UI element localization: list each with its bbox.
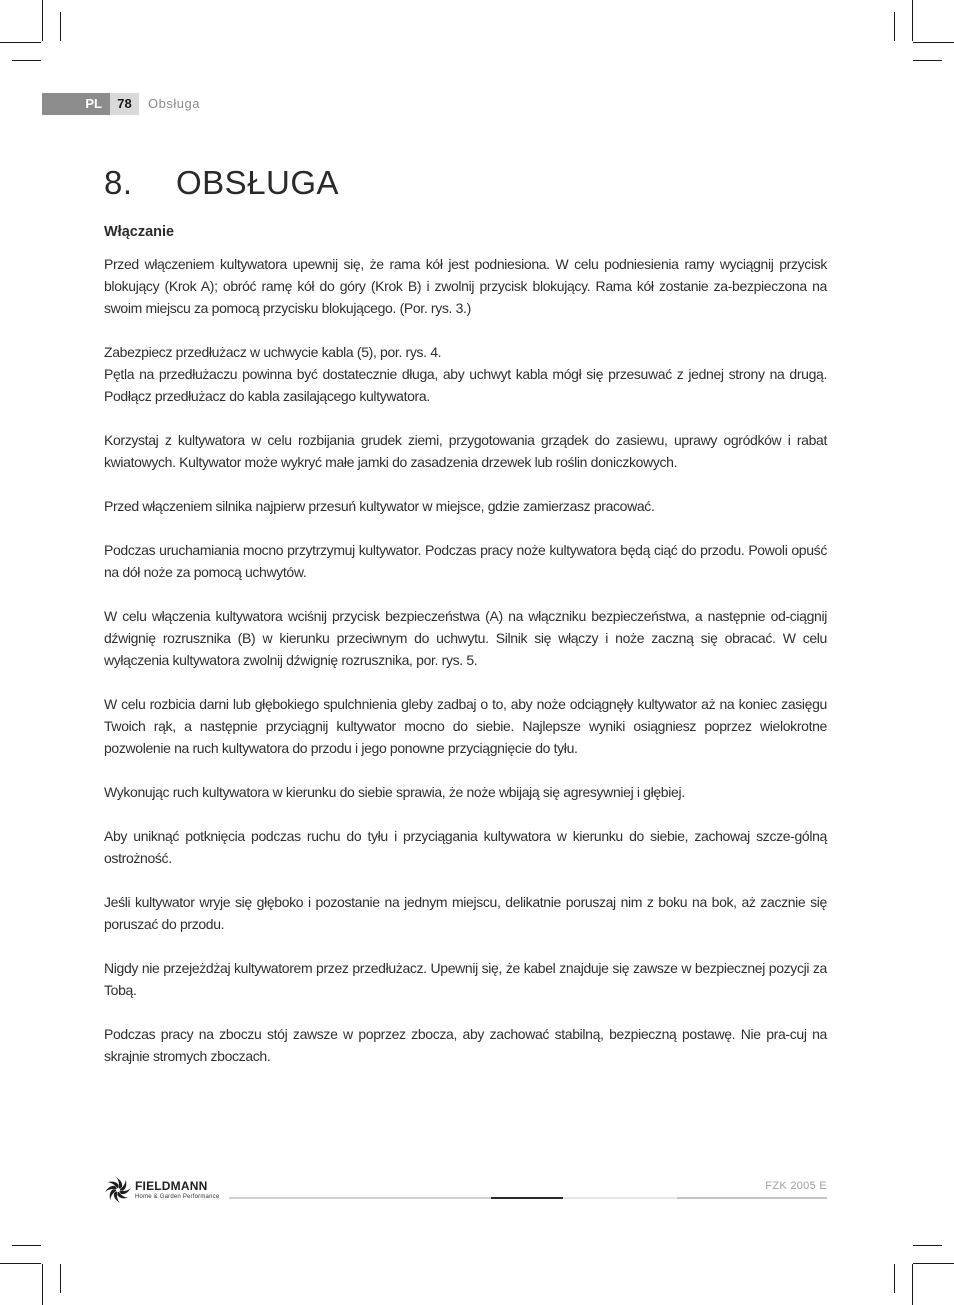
crop-mark [0, 42, 41, 43]
paragraph-text: Przed włączeniem kultywatora upewnij się, że rama kół jest podniesiona. W celu podniesienia ramy wyciągnij przycisk blokujący (Krok A); obróć ramę kół do góry (Krok B) i zwolnij przycisk blokujący. Rama kół zostanie za-bezpieczona na swoim miejscu za pomocą przycisku blokującego. (Por. rys. 3.) [104, 256, 827, 316]
language-tab: PL [42, 93, 110, 115]
paragraph [104, 605, 827, 671]
paragraph-text: Zabezpiecz przedłużacz w uchwycie kabla (5), por. rys. 4. [104, 344, 442, 360]
crop-mark [913, 1263, 954, 1264]
crop-mark [42, 1264, 43, 1305]
crop-mark [12, 60, 41, 61]
page-title [104, 164, 339, 202]
paragraph [104, 825, 827, 869]
paragraph-text: W celu włączenia kultywatora wciśnij przycisk bezpieczeństwa (A) na włączniku bezpieczeństwa, a następnie od-ciągnij dźwignię rozrusznika (B) w kierunku przeciwnym do uchwytu. Silnik się włączy i noże zaczną się obracać. W celu wyłączenia kultywatora zwolnij dźwignię rozrusznika, por. rys. 5. [104, 608, 827, 668]
crop-mark [12, 1245, 41, 1246]
paragraph [104, 341, 827, 407]
chapter-number: 8. [104, 164, 133, 201]
footer-rule [229, 1197, 491, 1199]
paragraph [104, 957, 827, 1001]
crop-mark [60, 1264, 61, 1293]
model-code: FZK 2005 E [765, 1180, 827, 1192]
crop-mark [60, 12, 61, 41]
paragraph-text: Pętla na przedłużaczu powinna być dostatecznie długa, aby uchwyt kabla mógł się przesuwać z jednej strony na drugą. Podłącz przedłużacz do kabla zasilającego kultywatora. [104, 366, 827, 404]
paragraph-text: Podczas uruchamiania mocno przytrzymuj kultywator. Podczas pracy noże kultywatora będą ciąć do przodu. Powoli opuść na dół noże za pomocą uchwytów. [104, 542, 827, 580]
paragraph [104, 891, 827, 935]
brand-name: FIELDMANN [135, 1179, 208, 1193]
footer-rule [677, 1197, 827, 1199]
pinwheel-logo-icon [104, 1176, 132, 1204]
paragraph [104, 253, 827, 319]
crop-mark [42, 0, 43, 41]
crop-mark [913, 42, 954, 43]
paragraph [104, 1023, 827, 1067]
paragraph-text: W celu rozbicia darni lub głębokiego spulchnienia gleby zadbaj o to, aby noże odciągnęły kultywator aż na koniec zasięgu Twoich rąk, a następnie przyciągnij kultywator mocno do siebie. Najlepsze wyniki osiągniesz poprzez wielokrotne pozwolenie na ruch kultywatora do przodu i jego ponowne przyciągnięcie do tyłu. [104, 696, 827, 756]
paragraph-text: Korzystaj z kultywatora w celu rozbijania grudek ziemi, przygotowania grządek do zasiewu, uprawy ogródków i rabat kwiatowych. Kultywator może wykryć małe jamki do zasadzenia drzewek lub roślin doniczkowych. [104, 432, 827, 470]
paragraph-text: Podczas pracy na zboczu stój zawsze w poprzez zbocza, aby zachować stabilną, bezpieczną postawę. Nie pra-cuj na skrajnie stromych zboczach. [104, 1026, 827, 1064]
paragraph [104, 781, 827, 803]
crop-mark [912, 1264, 913, 1305]
section-name: Obsługa [148, 96, 200, 111]
paragraph-text: Nigdy nie przejeżdżaj kultywatorem przez przedłużacz. Upewnij się, że kabel znajduje się zawsze w bezpiecznej pozycji za Tobą. [104, 960, 827, 998]
page-number: 78 [110, 93, 139, 115]
footer-rule [563, 1197, 677, 1199]
paragraph [104, 429, 827, 473]
brand-logo [104, 1176, 229, 1206]
paragraph [104, 495, 827, 517]
paragraph [104, 539, 827, 583]
footer-rule [491, 1197, 563, 1199]
crop-mark [894, 12, 895, 41]
crop-mark [0, 1263, 41, 1264]
paragraph-text: Aby uniknąć potknięcia podczas ruchu do tyłu i przyciągania kultywatora w kierunku do siebie, zachowaj szcze-gólną ostrożność. [104, 828, 827, 866]
paragraph-text: Wykonując ruch kultywatora w kierunku do siebie sprawia, że noże wbijają się agresywniej i głębiej. [104, 784, 685, 800]
crop-mark [913, 1245, 942, 1246]
crop-mark [912, 0, 913, 41]
crop-mark [913, 60, 942, 61]
subheading: Włączanie [104, 224, 175, 240]
body-text [104, 253, 827, 1089]
paragraph-text: Jeśli kultywator wryje się głęboko i pozostanie na jednym miejscu, delikatnie poruszaj nim z boku na bok, aż zacznie się poruszać do przodu. [104, 894, 827, 932]
chapter-title: OBSŁUGA [176, 164, 340, 201]
paragraph [104, 693, 827, 759]
paragraph-text: Przed włączeniem silnika najpierw przesuń kultywator w miejsce, gdzie zamierzasz pracować. [104, 498, 655, 514]
crop-mark [894, 1264, 895, 1293]
brand-tagline: Home & Garden Performance [135, 1194, 220, 1200]
page-footer [104, 1176, 827, 1206]
